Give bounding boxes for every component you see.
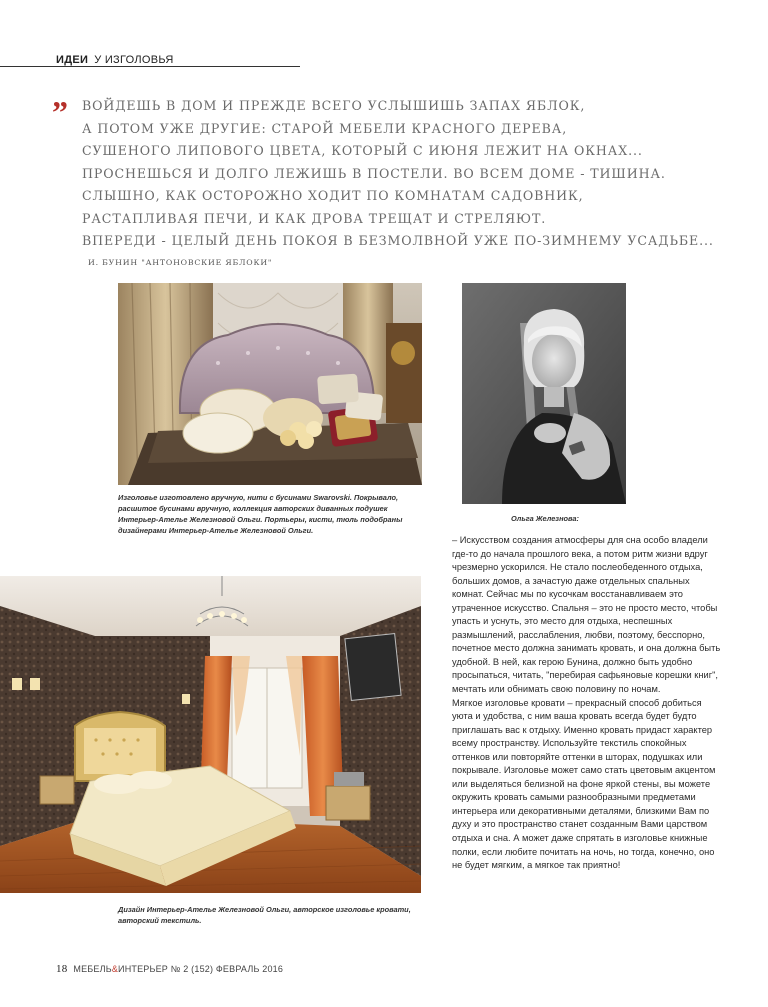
subsection-label: У ИЗГОЛОВЬЯ — [94, 54, 174, 66]
bedroom-photo-room — [0, 576, 421, 893]
page-number: 18 — [56, 963, 68, 975]
bedroom-photo-headboard — [118, 283, 422, 485]
quote-line: РАСТАПЛИВАЯ ПЕЧИ, И КАК ДРОВА ТРЕЩАТ И СТРЕЛЯЮТ. — [82, 210, 547, 226]
quote-line: ВПЕРЕДИ - ЦЕЛЫЙ ДЕНЬ ПОКОЯ В БЕЗМОЛВНОЙ УЖЕ ПО-ЗИМНЕМУ УСАДЬБЕ... — [82, 233, 714, 248]
quote-mark-icon: ” — [52, 94, 68, 130]
body-paragraph: – Искусством создания атмосферы для сна особо владели где-то до начала прошлого века, а потом ритм жизни вдруг чрезмерно ускорился. Не стало послеобеденного отдыха, больших домов, а зачастую даже отдельных спальных комнат. Сейчас мы по кусочкам восстанавливаем это утраченное искусство. Спальня – это не просто место, чтобы упасть и уснуть, это место для отдыха, неспешных размышлений, расслабления, любви, поэтому, бесспорно, почетное место должна занимать кровать, и она должна быть удобной. В ней, как герою Бунина, должно быть удобно просыпаться, читать, "перебирая сафьяновые корешки книг", мечтать или обнимать свою половину по ночам. — [452, 535, 721, 695]
body-paragraph: Мягкое изголовье кровати – прекрасный способ добиться уюта и удобства, с ним ваша кровать всегда будет будто приглашать вас к отдыху. Именно кровать придаст характер всему пространству. Используйте текстиль спокойных оттенков или повторяйте оттенки в шторах, подушках или покрывале. Изголовье может само стать цветовым акцентом или выделяться белизной на фоне яркой стены, вы можете окружить кровать самыми разнообразными предметами интерьера или декоративными деталями, близкими Вам по духу и это пространство станет созданным Вами царством отдыха и сна. А может даже спрятать в изголовье книжные полки, если любите почитать на ночь, но тогда, конечно, оно не будет мягким, а мягкое так приятно! — [452, 697, 716, 871]
page-footer — [56, 963, 283, 975]
quote-line: А ПОТОМ УЖЕ ДРУГИЕ: СТАРОЙ МЕБЕЛИ КРАСНОГО ДЕРЕВА, — [82, 120, 568, 136]
article-body — [452, 534, 722, 873]
header-rule — [0, 66, 300, 67]
quote-line: СЛЫШНО, КАК ОСТОРОЖНО ХОДИТ ПО КОМНАТАМ САДОВНИК, — [82, 188, 584, 203]
magazine-name-part1: МЕБЕЛЬ — [73, 964, 112, 974]
quote-line: ПРОСНЕШЬСЯ И ДОЛГО ЛЕЖИШЬ В ПОСТЕЛИ. ВО ВСЕМ ДОМЕ - ТИШИНА. — [82, 165, 666, 181]
quote-line: ВОЙДЕШЬ В ДОМ И ПРЕЖДЕ ВСЕГО УСЛЫШИШЬ ЗАПАХ ЯБЛОК, — [82, 98, 586, 113]
magazine-name-ampersand: & — [111, 964, 119, 974]
photo-caption-headboard: Изголовье изготовлено вручную, нити с бусинами Swarovski. Покрывало, расшитое бусинами вручную, коллекция авторских диванных подушек Интерьер-Ателье Железновой Ольги. Портьеры, кисти, тюль подобраны дизайнерами Интерьер-Ателье Железновой Ольги. — [118, 493, 403, 535]
photo-caption-room: Дизайн Интерьер-Ателье Железновой Ольги, авторское изголовье кровати, авторский текстиль. — [118, 905, 411, 925]
epigraph-quote — [82, 95, 722, 253]
photo-caption-portrait: Ольга Железнова: — [511, 514, 579, 523]
section-label: ИДЕИ — [56, 54, 89, 66]
magazine-issue: ИНТЕРЬЕР № 2 (152) ФЕВРАЛЬ 2016 — [118, 964, 284, 974]
portrait-photo — [462, 283, 626, 504]
quote-line: СУШЕНОГО ЛИПОВОГО ЦВЕТА, КОТОРЫЙ С ИЮНЯ ЛЕЖИТ НА ОКНАХ... — [82, 143, 643, 158]
section-header — [56, 54, 174, 66]
quote-attribution: И. БУНИН "АНТОНОВСКИЕ ЯБЛОКИ" — [88, 258, 273, 267]
